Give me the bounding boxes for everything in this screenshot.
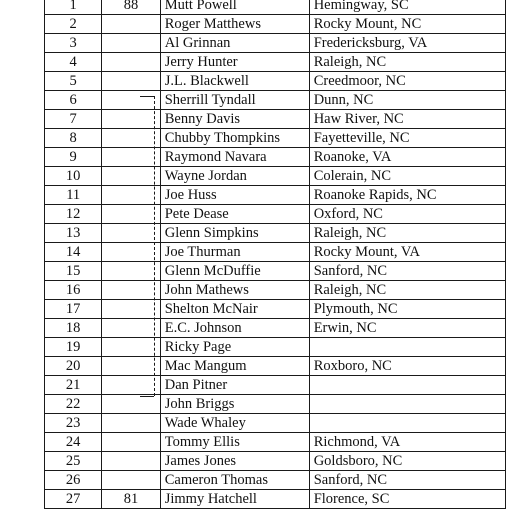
hometown-cell: Raleigh, NC xyxy=(309,53,505,72)
finish-position-cell: 4 xyxy=(45,53,102,72)
car-number-cell xyxy=(102,243,160,262)
car-number-cell: 81 xyxy=(102,490,160,509)
table-row xyxy=(45,319,506,338)
car-number-cell xyxy=(102,205,160,224)
car-number-cell xyxy=(102,224,160,243)
table-row xyxy=(45,0,506,15)
driver-name-cell: Ricky Page xyxy=(160,338,309,357)
table-row xyxy=(45,186,506,205)
hometown-cell: Rocky Mount, VA xyxy=(309,243,505,262)
hometown-cell xyxy=(309,414,505,433)
car-number-cell xyxy=(102,395,160,414)
hometown-cell xyxy=(309,395,505,414)
car-number-cell xyxy=(102,129,160,148)
table-row xyxy=(45,376,506,395)
finish-position-cell: 17 xyxy=(45,300,102,319)
car-number-cell xyxy=(102,34,160,53)
driver-name-cell: Dan Pitner xyxy=(160,376,309,395)
hometown-cell: Goldsboro, NC xyxy=(309,452,505,471)
table-row xyxy=(45,129,506,148)
table-row xyxy=(45,490,506,509)
bracket-bottom-mark xyxy=(140,396,154,397)
car-number-cell xyxy=(102,471,160,490)
car-number-cell xyxy=(102,376,160,395)
finish-position-cell: 9 xyxy=(45,148,102,167)
table-row xyxy=(45,205,506,224)
car-number-cell xyxy=(102,262,160,281)
finish-position-cell: 22 xyxy=(45,395,102,414)
finish-position-cell: 10 xyxy=(45,167,102,186)
table-row xyxy=(45,15,506,34)
driver-name-cell: John Mathews xyxy=(160,281,309,300)
car-number-cell xyxy=(102,72,160,91)
table-row xyxy=(45,338,506,357)
driver-name-cell: Roger Matthews xyxy=(160,15,309,34)
driver-name-cell: Glenn Simpkins xyxy=(160,224,309,243)
table-row xyxy=(45,167,506,186)
table-row xyxy=(45,148,506,167)
table-row xyxy=(45,53,506,72)
hometown-cell: Florence, SC xyxy=(309,490,505,509)
finish-position-cell: 21 xyxy=(45,376,102,395)
finish-position-cell: 20 xyxy=(45,357,102,376)
hometown-cell: Roanoke, VA xyxy=(309,148,505,167)
hometown-cell: Roanoke Rapids, NC xyxy=(309,186,505,205)
hometown-cell: Fredericksburg, VA xyxy=(309,34,505,53)
car-number-cell xyxy=(102,300,160,319)
finish-position-cell: 8 xyxy=(45,129,102,148)
hometown-cell: Raleigh, NC xyxy=(309,224,505,243)
finish-position-cell: 27 xyxy=(45,490,102,509)
driver-name-cell: Glenn McDuffie xyxy=(160,262,309,281)
table-row xyxy=(45,224,506,243)
hometown-cell: Hemingway, SC xyxy=(309,0,505,15)
hometown-cell: Sanford, NC xyxy=(309,471,505,490)
hometown-cell: Plymouth, NC xyxy=(309,300,505,319)
table-row xyxy=(45,243,506,262)
finish-position-cell: 19 xyxy=(45,338,102,357)
driver-name-cell: Joe Thurman xyxy=(160,243,309,262)
driver-name-cell: J.L. Blackwell xyxy=(160,72,309,91)
hometown-cell: Dunn, NC xyxy=(309,91,505,110)
car-number-cell xyxy=(102,167,160,186)
hometown-cell: Colerain, NC xyxy=(309,167,505,186)
driver-name-cell: Joe Huss xyxy=(160,186,309,205)
car-number-cell xyxy=(102,433,160,452)
car-number-cell xyxy=(102,15,160,34)
driver-name-cell: Wayne Jordan xyxy=(160,167,309,186)
hometown-cell: Haw River, NC xyxy=(309,110,505,129)
driver-name-cell: Cameron Thomas xyxy=(160,471,309,490)
finish-position-cell: 24 xyxy=(45,433,102,452)
driver-name-cell: E.C. Johnson xyxy=(160,319,309,338)
bracket-top-mark xyxy=(140,96,154,99)
car-number-cell xyxy=(102,281,160,300)
table-row xyxy=(45,433,506,452)
hometown-cell: Oxford, NC xyxy=(309,205,505,224)
finish-position-cell: 25 xyxy=(45,452,102,471)
driver-name-cell: Mutt Powell xyxy=(160,0,309,15)
finish-position-cell: 26 xyxy=(45,471,102,490)
driver-name-cell: Sherrill Tyndall xyxy=(160,91,309,110)
hometown-cell: Richmond, VA xyxy=(309,433,505,452)
car-number-cell xyxy=(102,110,160,129)
car-number-cell xyxy=(102,357,160,376)
car-number-cell xyxy=(102,148,160,167)
driver-name-cell: Jimmy Hatchell xyxy=(160,490,309,509)
car-number-cell xyxy=(102,452,160,471)
hometown-cell: Erwin, NC xyxy=(309,319,505,338)
driver-name-cell: Al Grinnan xyxy=(160,34,309,53)
table-row xyxy=(45,414,506,433)
driver-name-cell: James Jones xyxy=(160,452,309,471)
hometown-cell xyxy=(309,338,505,357)
driver-name-cell: Shelton McNair xyxy=(160,300,309,319)
finish-position-cell: 3 xyxy=(45,34,102,53)
driver-name-cell: Jerry Hunter xyxy=(160,53,309,72)
table-row xyxy=(45,357,506,376)
finish-position-cell: 18 xyxy=(45,319,102,338)
finish-position-cell: 15 xyxy=(45,262,102,281)
table-row xyxy=(45,34,506,53)
finish-position-cell: 16 xyxy=(45,281,102,300)
table-row xyxy=(45,91,506,110)
finish-position-cell: 1 xyxy=(45,0,102,15)
driver-name-cell: John Briggs xyxy=(160,395,309,414)
table-row xyxy=(45,452,506,471)
finish-position-cell: 13 xyxy=(45,224,102,243)
car-number-cell xyxy=(102,186,160,205)
finish-position-cell: 7 xyxy=(45,110,102,129)
car-number-cell xyxy=(102,338,160,357)
finish-position-cell: 11 xyxy=(45,186,102,205)
driver-name-cell: Wade Whaley xyxy=(160,414,309,433)
driver-name-cell: Chubby Thompkins xyxy=(160,129,309,148)
driver-name-cell: Pete Dease xyxy=(160,205,309,224)
table-row xyxy=(45,281,506,300)
table-row xyxy=(45,471,506,490)
finish-position-cell: 12 xyxy=(45,205,102,224)
hometown-cell: Raleigh, NC xyxy=(309,281,505,300)
finish-position-cell: 5 xyxy=(45,72,102,91)
results-table-body xyxy=(45,0,506,509)
hometown-cell xyxy=(309,376,505,395)
table-row xyxy=(45,72,506,91)
car-number-cell xyxy=(102,319,160,338)
finish-position-cell: 6 xyxy=(45,91,102,110)
driver-name-cell: Tommy Ellis xyxy=(160,433,309,452)
hometown-cell: Sanford, NC xyxy=(309,262,505,281)
driver-name-cell: Mac Mangum xyxy=(160,357,309,376)
finish-position-cell: 23 xyxy=(45,414,102,433)
hometown-cell: Roxboro, NC xyxy=(309,357,505,376)
table-row xyxy=(45,300,506,319)
finish-position-cell: 14 xyxy=(45,243,102,262)
driver-name-cell: Benny Davis xyxy=(160,110,309,129)
car-number-cell xyxy=(102,91,160,110)
table-row xyxy=(45,110,506,129)
table-row xyxy=(45,262,506,281)
bracket-side-mark xyxy=(154,96,155,396)
finish-position-cell: 2 xyxy=(45,15,102,34)
driver-name-cell: Raymond Navara xyxy=(160,148,309,167)
hometown-cell: Creedmoor, NC xyxy=(309,72,505,91)
car-number-cell: 88 xyxy=(102,0,160,15)
results-table xyxy=(44,0,506,509)
hometown-cell: Rocky Mount, NC xyxy=(309,15,505,34)
car-number-cell xyxy=(102,53,160,72)
car-number-cell xyxy=(102,414,160,433)
table-row xyxy=(45,395,506,414)
hometown-cell: Fayetteville, NC xyxy=(309,129,505,148)
